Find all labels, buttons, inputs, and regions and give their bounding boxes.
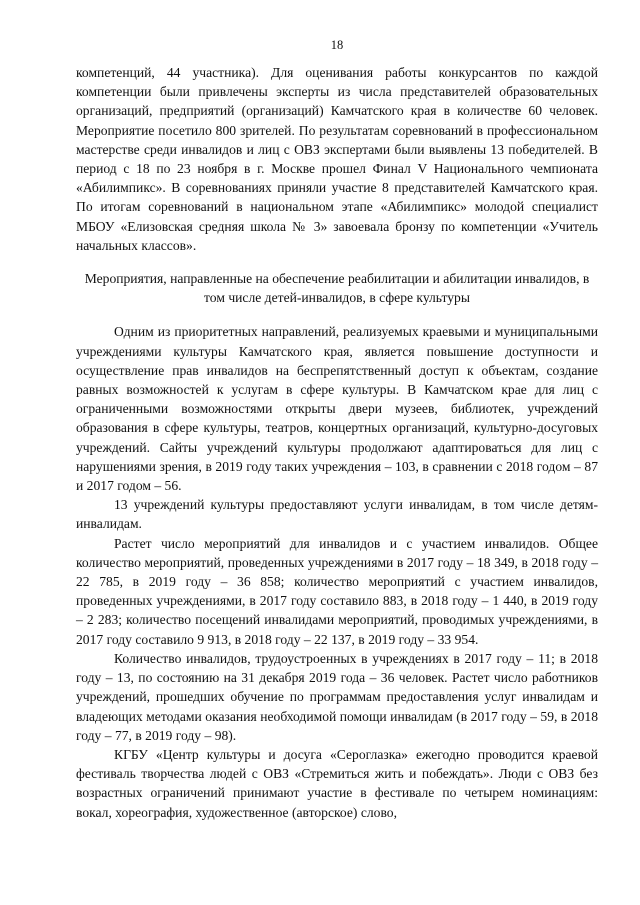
paragraph-festival: КГБУ «Центр культуры и досуга «Сероглазка» ежегодно проводится краевой фестиваль творчества людей с ОВЗ «Стремиться жить и побеждать». Люди с ОВЗ без возрастных ограничений принимают участие в фестивале по четырем номинациям: вокал, хореография, художественное (авторское) слово, [76, 746, 598, 820]
paragraph-employment: Количество инвалидов, трудоустроенных в учреждениях в 2017 году – 11; в 2018 году – 13, по состоянию на 31 декабря 2019 года – 36 человек. Растет число работников учреждений, прошедших обучение по программам предоставления услуг инвалидам и владеющих методами оказания необходимой помощи инвалидам (в 2017 году – 59, в 2018 году – 77, в 2019 году – 98). [76, 650, 598, 743]
paragraph-accessibility: Одним из приоритетных направлений, реализуемых краевыми и муниципальными учреждениями культуры Камчатского края, является повышение доступности и осуществление прав инвалидов на беспрепятственный доступ к объектам, создание равных возможностей к услугам в сфере культуры. В Камчатском крае для лиц с ограниченными возможностями открыты двери музеев, библиотек, учреждений образования в сфере культуры, театров, концертных организаций, культурно-досуговых учреждений. Сайты учреждений культуры продолжают адаптироваться для лиц с нарушениями зрения, в 2019 году таких учреждения – 103, в сравнении с 2018 годом – 87 и 2017 годом – 56. [76, 324, 598, 494]
section-heading: Мероприятия, направленные на обеспечение реабилитации и абилитации инвалидов, в том числе детей-инвалидов, в сфере культуры [84, 271, 590, 306]
paragraph-events: Растет число мероприятий для инвалидов и с участием инвалидов. Общее количество мероприятий, проведенных учреждениями в 2017 году – 18 349, в 2018 году – 22 785, в 2019 году – 36 858; количество мероприятий с участием инвалидов, проведенных учреждениями, в 2017 году составило 883, в 2018 году – 1 440, в 2019 году – 2 283; количество посещений инвалидами мероприятий, проводимых учреждениями, в 2017 году составило 9 913, в 2018 году – 22 137, в 2019 году – 33 954. [76, 535, 598, 647]
page-number: 18 [330, 38, 344, 52]
paragraph-continued: компетенций, 44 участника). Для оценивания работы конкурсантов по каждой компетенции были привлечены эксперты из числа представителей образовательных организаций, предприятий (организаций) Камчатского края в количестве 60 человек. Мероприятие посетило 800 зрителей. По результатам соревнований в профессиональном мастерстве среди инвалидов и лиц с ОВЗ экспертами были выявлены 13 победителей. В период с 18 по 23 ноября в г. Москве прошел Финал V Национального чемпионата «Абилимпикс». В соревнованиях приняли участие 8 представителей Камчатского края. По итогам соревнований в национальном этапе «Абилимпикс» молодой специалист МБОУ «Елизовская средняя школа № 3» завоевала бронзу по компетенции «Учитель начальных классов». [76, 65, 598, 253]
paragraph-institutions: 13 учреждений культуры предоставляют услуги инвалидам, в том числе детям-инвалидам. [76, 497, 598, 532]
